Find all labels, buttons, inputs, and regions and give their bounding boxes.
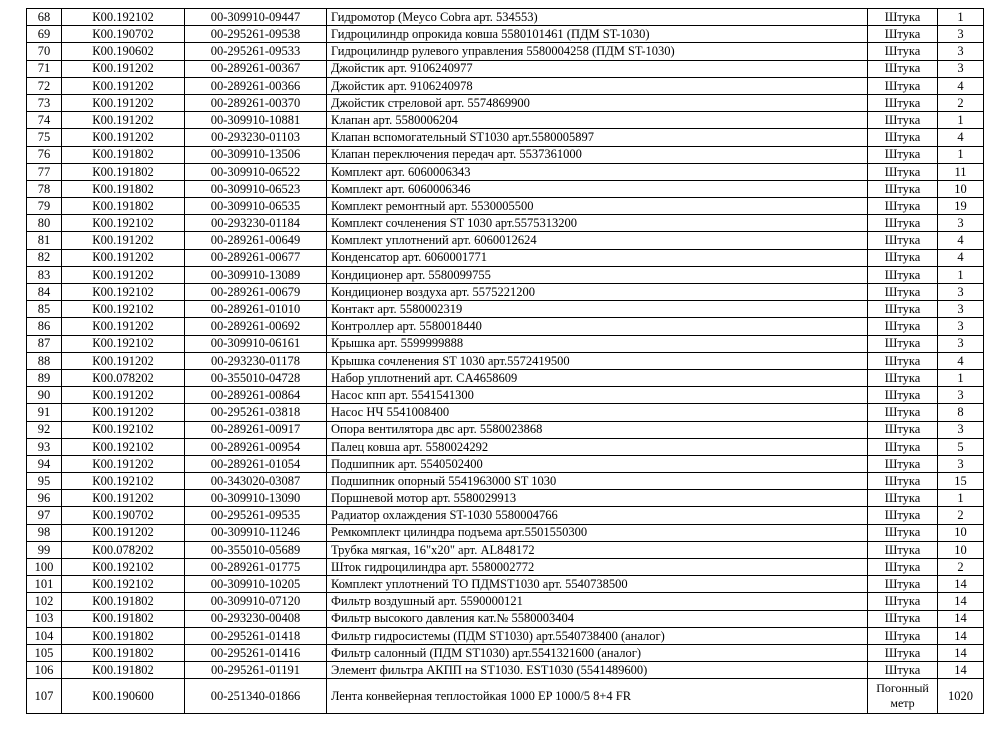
unit-of-measure-cell: Штука bbox=[868, 541, 938, 558]
item-name-cell: Трубка мягкая, 16"x20" арт. AL848172 bbox=[327, 541, 868, 558]
item-name-cell: Шток гидроцилиндра арт. 5580002772 bbox=[327, 559, 868, 576]
unit-of-measure-cell: Штука bbox=[868, 60, 938, 77]
nomenclature-code-cell: 00-289261-00367 bbox=[185, 60, 327, 77]
table-row bbox=[27, 369, 984, 386]
table-row bbox=[27, 77, 984, 94]
quantity-cell: 1 bbox=[938, 369, 984, 386]
quantity-cell: 3 bbox=[938, 60, 984, 77]
nomenclature-code-cell: 00-309910-11246 bbox=[185, 524, 327, 541]
item-name-cell: Крышка сочленения ST 1030 арт.5572419500 bbox=[327, 352, 868, 369]
item-name-cell: Элемент фильтра АКПП на ST1030. EST1030 (5541489600) bbox=[327, 662, 868, 679]
item-name-cell: Гидромотор (Meyco Cobra арт. 534553) bbox=[327, 9, 868, 26]
table-row bbox=[27, 455, 984, 472]
row-number-cell: 74 bbox=[27, 112, 62, 129]
quantity-cell: 14 bbox=[938, 576, 984, 593]
unit-of-measure-cell: Штука bbox=[868, 387, 938, 404]
unit-of-measure-cell: Штука bbox=[868, 266, 938, 283]
quantity-cell: 4 bbox=[938, 129, 984, 146]
nomenclature-code-cell: 00-309910-06523 bbox=[185, 180, 327, 197]
unit-of-measure-cell: Погонный метр bbox=[868, 679, 938, 714]
account-code-cell: К00.191802 bbox=[62, 610, 185, 627]
item-name-cell: Комплект арт. 6060006346 bbox=[327, 180, 868, 197]
quantity-cell: 4 bbox=[938, 352, 984, 369]
table-row bbox=[27, 438, 984, 455]
account-code-cell: К00.191802 bbox=[62, 627, 185, 644]
quantity-cell: 3 bbox=[938, 284, 984, 301]
nomenclature-code-cell: 00-295261-03818 bbox=[185, 404, 327, 421]
table-row bbox=[27, 576, 984, 593]
quantity-cell: 3 bbox=[938, 387, 984, 404]
row-number-cell: 87 bbox=[27, 335, 62, 352]
quantity-cell: 11 bbox=[938, 163, 984, 180]
unit-of-measure-cell: Штука bbox=[868, 318, 938, 335]
nomenclature-code-cell: 00-309910-10881 bbox=[185, 112, 327, 129]
quantity-cell: 1 bbox=[938, 490, 984, 507]
row-number-cell: 73 bbox=[27, 94, 62, 111]
quantity-cell: 14 bbox=[938, 644, 984, 661]
table-row bbox=[27, 490, 984, 507]
unit-of-measure-cell: Штука bbox=[868, 77, 938, 94]
item-name-cell: Палец ковша арт. 5580024292 bbox=[327, 438, 868, 455]
table-row bbox=[27, 60, 984, 77]
account-code-cell: К00.192102 bbox=[62, 421, 185, 438]
account-code-cell: К00.191202 bbox=[62, 249, 185, 266]
table-row bbox=[27, 284, 984, 301]
item-name-cell: Джойстик арт. 9106240977 bbox=[327, 60, 868, 77]
row-number-cell: 104 bbox=[27, 627, 62, 644]
item-name-cell: Опора вентилятора двс арт. 5580023868 bbox=[327, 421, 868, 438]
unit-of-measure-cell: Штука bbox=[868, 421, 938, 438]
account-code-cell: К00.192102 bbox=[62, 335, 185, 352]
row-number-cell: 76 bbox=[27, 146, 62, 163]
unit-of-measure-cell: Штука bbox=[868, 644, 938, 661]
nomenclature-code-cell: 00-295261-01191 bbox=[185, 662, 327, 679]
nomenclature-code-cell: 00-355010-04728 bbox=[185, 369, 327, 386]
unit-of-measure-cell: Штука bbox=[868, 9, 938, 26]
account-code-cell: К00.192102 bbox=[62, 438, 185, 455]
quantity-cell: 3 bbox=[938, 43, 984, 60]
nomenclature-code-cell: 00-343020-03087 bbox=[185, 473, 327, 490]
unit-of-measure-cell: Штука bbox=[868, 559, 938, 576]
quantity-cell: 10 bbox=[938, 180, 984, 197]
unit-of-measure-cell: Штука bbox=[868, 301, 938, 318]
item-name-cell: Насос кпп арт. 5541541300 bbox=[327, 387, 868, 404]
account-code-cell: К00.191802 bbox=[62, 593, 185, 610]
nomenclature-code-cell: 00-309910-13090 bbox=[185, 490, 327, 507]
row-number-cell: 70 bbox=[27, 43, 62, 60]
unit-of-measure-cell: Штука bbox=[868, 146, 938, 163]
quantity-cell: 14 bbox=[938, 662, 984, 679]
row-number-cell: 93 bbox=[27, 438, 62, 455]
quantity-cell: 14 bbox=[938, 627, 984, 644]
unit-of-measure-cell: Штука bbox=[868, 610, 938, 627]
nomenclature-code-cell: 00-309910-06535 bbox=[185, 198, 327, 215]
item-name-cell: Подшипник арт. 5540502400 bbox=[327, 455, 868, 472]
row-number-cell: 72 bbox=[27, 77, 62, 94]
nomenclature-code-cell: 00-309910-07120 bbox=[185, 593, 327, 610]
row-number-cell: 82 bbox=[27, 249, 62, 266]
item-name-cell: Клапан переключения передач арт. 5537361000 bbox=[327, 146, 868, 163]
account-code-cell: К00.191202 bbox=[62, 60, 185, 77]
unit-of-measure-cell: Штука bbox=[868, 284, 938, 301]
item-name-cell: Фильтр высокого давления кат.№ 5580003404 bbox=[327, 610, 868, 627]
row-number-cell: 88 bbox=[27, 352, 62, 369]
quantity-cell: 4 bbox=[938, 249, 984, 266]
row-number-cell: 102 bbox=[27, 593, 62, 610]
account-code-cell: К00.191202 bbox=[62, 112, 185, 129]
table-row bbox=[27, 318, 984, 335]
item-name-cell: Фильтр воздушный арт. 5590000121 bbox=[327, 593, 868, 610]
table-row bbox=[27, 163, 984, 180]
row-number-cell: 107 bbox=[27, 679, 62, 714]
table-row bbox=[27, 215, 984, 232]
row-number-cell: 84 bbox=[27, 284, 62, 301]
unit-of-measure-cell: Штука bbox=[868, 352, 938, 369]
nomenclature-code-cell: 00-289261-00649 bbox=[185, 232, 327, 249]
unit-of-measure-cell: Штука bbox=[868, 593, 938, 610]
account-code-cell: К00.191202 bbox=[62, 490, 185, 507]
quantity-cell: 1020 bbox=[938, 679, 984, 714]
account-code-cell: К00.191802 bbox=[62, 146, 185, 163]
quantity-cell: 2 bbox=[938, 559, 984, 576]
item-name-cell: Комплект уплотнений ТО ПДМST1030 арт. 5540738500 bbox=[327, 576, 868, 593]
table-row bbox=[27, 9, 984, 26]
account-code-cell: К00.190702 bbox=[62, 507, 185, 524]
row-number-cell: 69 bbox=[27, 26, 62, 43]
item-name-cell: Конденсатор арт. 6060001771 bbox=[327, 249, 868, 266]
table-row bbox=[27, 473, 984, 490]
row-number-cell: 89 bbox=[27, 369, 62, 386]
items-table bbox=[26, 8, 984, 714]
account-code-cell: К00.191202 bbox=[62, 129, 185, 146]
quantity-cell: 14 bbox=[938, 610, 984, 627]
row-number-cell: 78 bbox=[27, 180, 62, 197]
item-name-cell: Радиатор охлаждения ST-1030 5580004766 bbox=[327, 507, 868, 524]
table-row bbox=[27, 232, 984, 249]
item-name-cell: Контроллер арт. 5580018440 bbox=[327, 318, 868, 335]
account-code-cell: К00.078202 bbox=[62, 541, 185, 558]
item-name-cell: Насос НЧ 5541008400 bbox=[327, 404, 868, 421]
unit-of-measure-cell: Штука bbox=[868, 215, 938, 232]
table-row bbox=[27, 112, 984, 129]
row-number-cell: 79 bbox=[27, 198, 62, 215]
account-code-cell: К00.191202 bbox=[62, 387, 185, 404]
row-number-cell: 85 bbox=[27, 301, 62, 318]
table-row bbox=[27, 559, 984, 576]
nomenclature-code-cell: 00-309910-10205 bbox=[185, 576, 327, 593]
unit-of-measure-cell: Штука bbox=[868, 26, 938, 43]
item-name-cell: Ремкомплект цилиндра подъема арт.5501550300 bbox=[327, 524, 868, 541]
nomenclature-code-cell: 00-293230-01184 bbox=[185, 215, 327, 232]
nomenclature-code-cell: 00-289261-00692 bbox=[185, 318, 327, 335]
row-number-cell: 91 bbox=[27, 404, 62, 421]
item-name-cell: Подшипник опорный 5541963000 ST 1030 bbox=[327, 473, 868, 490]
row-number-cell: 81 bbox=[27, 232, 62, 249]
nomenclature-code-cell: 00-289261-00679 bbox=[185, 284, 327, 301]
quantity-cell: 3 bbox=[938, 301, 984, 318]
row-number-cell: 86 bbox=[27, 318, 62, 335]
unit-of-measure-cell: Штука bbox=[868, 43, 938, 60]
account-code-cell: К00.192102 bbox=[62, 576, 185, 593]
table-row bbox=[27, 249, 984, 266]
unit-of-measure-cell: Штука bbox=[868, 438, 938, 455]
row-number-cell: 96 bbox=[27, 490, 62, 507]
account-code-cell: К00.191802 bbox=[62, 163, 185, 180]
row-number-cell: 98 bbox=[27, 524, 62, 541]
quantity-cell: 8 bbox=[938, 404, 984, 421]
nomenclature-code-cell: 00-289261-01054 bbox=[185, 455, 327, 472]
unit-of-measure-cell: Штука bbox=[868, 455, 938, 472]
item-name-cell: Клапан арт. 5580006204 bbox=[327, 112, 868, 129]
row-number-cell: 83 bbox=[27, 266, 62, 283]
quantity-cell: 4 bbox=[938, 232, 984, 249]
account-code-cell: К00.192102 bbox=[62, 559, 185, 576]
table-row bbox=[27, 507, 984, 524]
account-code-cell: К00.191202 bbox=[62, 404, 185, 421]
unit-of-measure-cell: Штука bbox=[868, 198, 938, 215]
account-code-cell: К00.191802 bbox=[62, 180, 185, 197]
nomenclature-code-cell: 00-289261-00917 bbox=[185, 421, 327, 438]
table-row bbox=[27, 266, 984, 283]
account-code-cell: К00.192102 bbox=[62, 301, 185, 318]
item-name-cell: Комплект ремонтный арт. 5530005500 bbox=[327, 198, 868, 215]
table-row bbox=[27, 146, 984, 163]
account-code-cell: К00.191202 bbox=[62, 77, 185, 94]
quantity-cell: 3 bbox=[938, 318, 984, 335]
nomenclature-code-cell: 00-355010-05689 bbox=[185, 541, 327, 558]
row-number-cell: 94 bbox=[27, 455, 62, 472]
item-name-cell: Комплект арт. 6060006343 bbox=[327, 163, 868, 180]
unit-of-measure-cell: Штука bbox=[868, 473, 938, 490]
table-row bbox=[27, 610, 984, 627]
account-code-cell: К00.190602 bbox=[62, 43, 185, 60]
item-name-cell: Джойстик арт. 9106240978 bbox=[327, 77, 868, 94]
table-row bbox=[27, 129, 984, 146]
account-code-cell: К00.192102 bbox=[62, 9, 185, 26]
unit-of-measure-cell: Штука bbox=[868, 524, 938, 541]
row-number-cell: 92 bbox=[27, 421, 62, 438]
unit-of-measure-cell: Штука bbox=[868, 249, 938, 266]
nomenclature-code-cell: 00-295261-09538 bbox=[185, 26, 327, 43]
unit-of-measure-cell: Штука bbox=[868, 94, 938, 111]
quantity-cell: 2 bbox=[938, 94, 984, 111]
table-row bbox=[27, 43, 984, 60]
account-code-cell: К00.191802 bbox=[62, 662, 185, 679]
nomenclature-code-cell: 00-295261-01416 bbox=[185, 644, 327, 661]
quantity-cell: 3 bbox=[938, 215, 984, 232]
table-row bbox=[27, 644, 984, 661]
row-number-cell: 100 bbox=[27, 559, 62, 576]
item-name-cell: Кондиционер арт. 5580099755 bbox=[327, 266, 868, 283]
item-name-cell: Гидроцилиндр опрокида ковша 5580101461 (ПДМ ST-1030) bbox=[327, 26, 868, 43]
table-row bbox=[27, 301, 984, 318]
item-name-cell: Клапан вспомогательный ST1030 арт.5580005897 bbox=[327, 129, 868, 146]
table-row bbox=[27, 26, 984, 43]
account-code-cell: К00.191202 bbox=[62, 318, 185, 335]
account-code-cell: К00.191202 bbox=[62, 266, 185, 283]
item-name-cell: Крышка арт. 5599999888 bbox=[327, 335, 868, 352]
nomenclature-code-cell: 00-295261-09533 bbox=[185, 43, 327, 60]
row-number-cell: 80 bbox=[27, 215, 62, 232]
unit-of-measure-cell: Штука bbox=[868, 627, 938, 644]
quantity-cell: 10 bbox=[938, 541, 984, 558]
table-row bbox=[27, 335, 984, 352]
table-row bbox=[27, 679, 984, 714]
unit-of-measure-cell: Штука bbox=[868, 404, 938, 421]
quantity-cell: 3 bbox=[938, 455, 984, 472]
item-name-cell: Фильтр салонный (ПДМ ST1030) арт.5541321600 (аналог) bbox=[327, 644, 868, 661]
account-code-cell: К00.191202 bbox=[62, 524, 185, 541]
unit-of-measure-cell: Штука bbox=[868, 112, 938, 129]
account-code-cell: К00.192102 bbox=[62, 473, 185, 490]
table-row bbox=[27, 387, 984, 404]
quantity-cell: 10 bbox=[938, 524, 984, 541]
nomenclature-code-cell: 00-309910-09447 bbox=[185, 9, 327, 26]
row-number-cell: 106 bbox=[27, 662, 62, 679]
row-number-cell: 75 bbox=[27, 129, 62, 146]
nomenclature-code-cell: 00-289261-00864 bbox=[185, 387, 327, 404]
table-row bbox=[27, 404, 984, 421]
table-row bbox=[27, 198, 984, 215]
nomenclature-code-cell: 00-293230-00408 bbox=[185, 610, 327, 627]
item-name-cell: Фильтр гидросистемы (ПДМ ST1030) арт.5540738400 (аналог) bbox=[327, 627, 868, 644]
unit-of-measure-cell: Штука bbox=[868, 369, 938, 386]
unit-of-measure-cell: Штука bbox=[868, 576, 938, 593]
item-name-cell: Комплект сочленения ST 1030 арт.5575313200 bbox=[327, 215, 868, 232]
table-row bbox=[27, 593, 984, 610]
unit-of-measure-cell: Штука bbox=[868, 507, 938, 524]
item-name-cell: Набор уплотнений арт. CA4658609 bbox=[327, 369, 868, 386]
row-number-cell: 103 bbox=[27, 610, 62, 627]
unit-of-measure-cell: Штука bbox=[868, 662, 938, 679]
nomenclature-code-cell: 00-309910-06522 bbox=[185, 163, 327, 180]
item-name-cell: Кондиционер воздуха арт. 5575221200 bbox=[327, 284, 868, 301]
quantity-cell: 5 bbox=[938, 438, 984, 455]
unit-of-measure-cell: Штука bbox=[868, 163, 938, 180]
table-row bbox=[27, 180, 984, 197]
nomenclature-code-cell: 00-293230-01178 bbox=[185, 352, 327, 369]
nomenclature-code-cell: 00-295261-01418 bbox=[185, 627, 327, 644]
nomenclature-code-cell: 00-289261-01775 bbox=[185, 559, 327, 576]
table-row bbox=[27, 662, 984, 679]
table-row bbox=[27, 627, 984, 644]
table-row bbox=[27, 421, 984, 438]
quantity-cell: 1 bbox=[938, 266, 984, 283]
account-code-cell: К00.191802 bbox=[62, 644, 185, 661]
item-name-cell: Лента конвейерная теплостойкая 1000 EP 1000/5 8+4 FR bbox=[327, 679, 868, 714]
row-number-cell: 99 bbox=[27, 541, 62, 558]
quantity-cell: 1 bbox=[938, 112, 984, 129]
unit-of-measure-cell: Штука bbox=[868, 129, 938, 146]
unit-of-measure-cell: Штука bbox=[868, 335, 938, 352]
row-number-cell: 97 bbox=[27, 507, 62, 524]
unit-of-measure-cell: Штука bbox=[868, 180, 938, 197]
account-code-cell: К00.078202 bbox=[62, 369, 185, 386]
nomenclature-code-cell: 00-289261-00954 bbox=[185, 438, 327, 455]
nomenclature-code-cell: 00-289261-00370 bbox=[185, 94, 327, 111]
nomenclature-code-cell: 00-293230-01103 bbox=[185, 129, 327, 146]
quantity-cell: 3 bbox=[938, 335, 984, 352]
row-number-cell: 101 bbox=[27, 576, 62, 593]
account-code-cell: К00.190600 bbox=[62, 679, 185, 714]
quantity-cell: 15 bbox=[938, 473, 984, 490]
quantity-cell: 1 bbox=[938, 9, 984, 26]
unit-of-measure-cell: Штука bbox=[868, 232, 938, 249]
account-code-cell: К00.190702 bbox=[62, 26, 185, 43]
table-row bbox=[27, 352, 984, 369]
nomenclature-code-cell: 00-309910-13506 bbox=[185, 146, 327, 163]
unit-of-measure-cell: Штука bbox=[868, 490, 938, 507]
quantity-cell: 3 bbox=[938, 421, 984, 438]
item-name-cell: Поршневой мотор арт. 5580029913 bbox=[327, 490, 868, 507]
account-code-cell: К00.192102 bbox=[62, 215, 185, 232]
quantity-cell: 3 bbox=[938, 26, 984, 43]
row-number-cell: 105 bbox=[27, 644, 62, 661]
nomenclature-code-cell: 00-309910-06161 bbox=[185, 335, 327, 352]
nomenclature-code-cell: 00-289261-00366 bbox=[185, 77, 327, 94]
item-name-cell: Гидроцилиндр рулевого управления 5580004258 (ПДМ ST-1030) bbox=[327, 43, 868, 60]
row-number-cell: 71 bbox=[27, 60, 62, 77]
row-number-cell: 90 bbox=[27, 387, 62, 404]
nomenclature-code-cell: 00-289261-00677 bbox=[185, 249, 327, 266]
row-number-cell: 95 bbox=[27, 473, 62, 490]
table-row bbox=[27, 94, 984, 111]
row-number-cell: 68 bbox=[27, 9, 62, 26]
nomenclature-code-cell: 00-295261-09535 bbox=[185, 507, 327, 524]
account-code-cell: К00.192102 bbox=[62, 284, 185, 301]
quantity-cell: 4 bbox=[938, 77, 984, 94]
nomenclature-code-cell: 00-309910-13089 bbox=[185, 266, 327, 283]
account-code-cell: К00.191202 bbox=[62, 94, 185, 111]
account-code-cell: К00.191202 bbox=[62, 455, 185, 472]
account-code-cell: К00.191202 bbox=[62, 352, 185, 369]
account-code-cell: К00.191202 bbox=[62, 232, 185, 249]
item-name-cell: Контакт арт. 5580002319 bbox=[327, 301, 868, 318]
quantity-cell: 2 bbox=[938, 507, 984, 524]
nomenclature-code-cell: 00-251340-01866 bbox=[185, 679, 327, 714]
item-name-cell: Комплект уплотнений арт. 6060012624 bbox=[327, 232, 868, 249]
quantity-cell: 14 bbox=[938, 593, 984, 610]
table-row bbox=[27, 524, 984, 541]
quantity-cell: 1 bbox=[938, 146, 984, 163]
account-code-cell: К00.191802 bbox=[62, 198, 185, 215]
item-name-cell: Джойстик стреловой арт. 5574869900 bbox=[327, 94, 868, 111]
nomenclature-code-cell: 00-289261-01010 bbox=[185, 301, 327, 318]
items-table-body bbox=[27, 9, 984, 714]
table-row bbox=[27, 541, 984, 558]
quantity-cell: 19 bbox=[938, 198, 984, 215]
row-number-cell: 77 bbox=[27, 163, 62, 180]
